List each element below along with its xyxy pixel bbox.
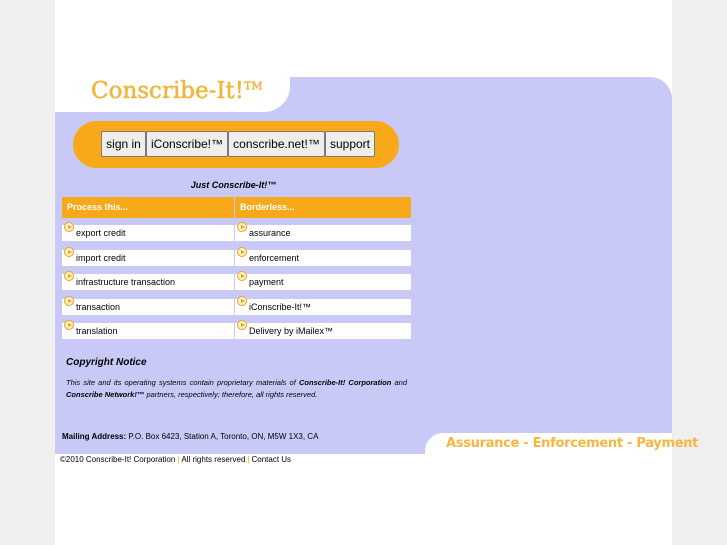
footer-separator: | (247, 455, 250, 464)
tagline: Just Conscribe-It!™ (190, 180, 277, 190)
copyright-text: This site and its operating systems contain proprietary materials of (66, 378, 299, 387)
footer (60, 455, 291, 464)
mailing-label: Mailing Address: (62, 432, 127, 441)
list-item-iconscribe-it[interactable] (235, 299, 411, 315)
arrow-bullet-icon (64, 271, 74, 281)
copyright-text: partners, respectively; therefore, all rights reserved. (144, 390, 318, 399)
list-item-label: translation (76, 326, 118, 336)
iconscribe-button[interactable]: iConscribe!™ (146, 131, 228, 157)
slogan: Assurance - Enforcement - Payment (446, 436, 699, 451)
copyright-network: Conscribe Network!™ (66, 390, 145, 399)
footer-separator: | (177, 455, 180, 464)
arrow-bullet-icon (64, 320, 74, 330)
list-item-label: iConscribe-It!™ (249, 302, 312, 312)
list-item-import-credit[interactable] (62, 250, 234, 266)
nav-bar (73, 121, 399, 168)
footer-rights: All rights reserved (181, 455, 246, 464)
arrow-bullet-icon (237, 320, 247, 330)
arrow-bullet-icon (237, 296, 247, 306)
list-item-label: import credit (76, 253, 126, 263)
footer-copyright: ©2010 Conscribe-It! Corporation (60, 455, 176, 464)
column-header-borderless: Borderless... (235, 197, 411, 218)
list-item-assurance[interactable] (235, 225, 411, 241)
list-item-label: payment (249, 277, 284, 287)
arrow-bullet-icon (64, 296, 74, 306)
copyright-body (66, 377, 407, 401)
list-item-translation[interactable] (62, 323, 234, 339)
copyright-title: Copyright Notice (66, 357, 147, 368)
arrow-bullet-icon (64, 247, 74, 257)
list-item-infrastructure-transaction[interactable] (62, 274, 234, 290)
support-button[interactable]: support (325, 131, 375, 157)
list-item-label: assurance (249, 228, 291, 238)
mailing-address (62, 432, 318, 441)
list-item-transaction[interactable] (62, 299, 234, 315)
logo-text: Conscribe-It! (91, 78, 244, 104)
logo-tm: TM (243, 79, 263, 93)
arrow-bullet-icon (237, 271, 247, 281)
list-item-delivery-imailex[interactable] (235, 323, 411, 339)
column-header-process: Process this... (62, 197, 234, 218)
list-item-label: transaction (76, 302, 121, 312)
contact-us-link[interactable]: Contact Us (251, 455, 292, 464)
arrow-bullet-icon (237, 222, 247, 232)
conscribe-net-button[interactable]: conscribe.net!™ (228, 131, 325, 157)
list-item-label: export credit (76, 228, 126, 238)
arrow-bullet-icon (237, 247, 247, 257)
list-item-payment[interactable] (235, 274, 411, 290)
arrow-bullet-icon (64, 222, 74, 232)
list-item-label: Delivery by iMailex™ (249, 326, 334, 336)
copyright-text: and (391, 378, 408, 387)
page (55, 0, 699, 545)
copyright-company: Conscribe-It! Corporation (298, 378, 392, 387)
logo[interactable] (91, 78, 263, 110)
list-item-enforcement[interactable] (235, 250, 411, 266)
list-item-label: infrastructure transaction (76, 277, 176, 287)
mailing-value: P.O. Box 6423, Station A, Toronto, ON, M5W 1X3, CA (128, 432, 319, 441)
list-item-export-credit[interactable] (62, 225, 234, 241)
sign-in-button[interactable]: sign in (101, 131, 146, 157)
list-item-label: enforcement (249, 253, 300, 263)
